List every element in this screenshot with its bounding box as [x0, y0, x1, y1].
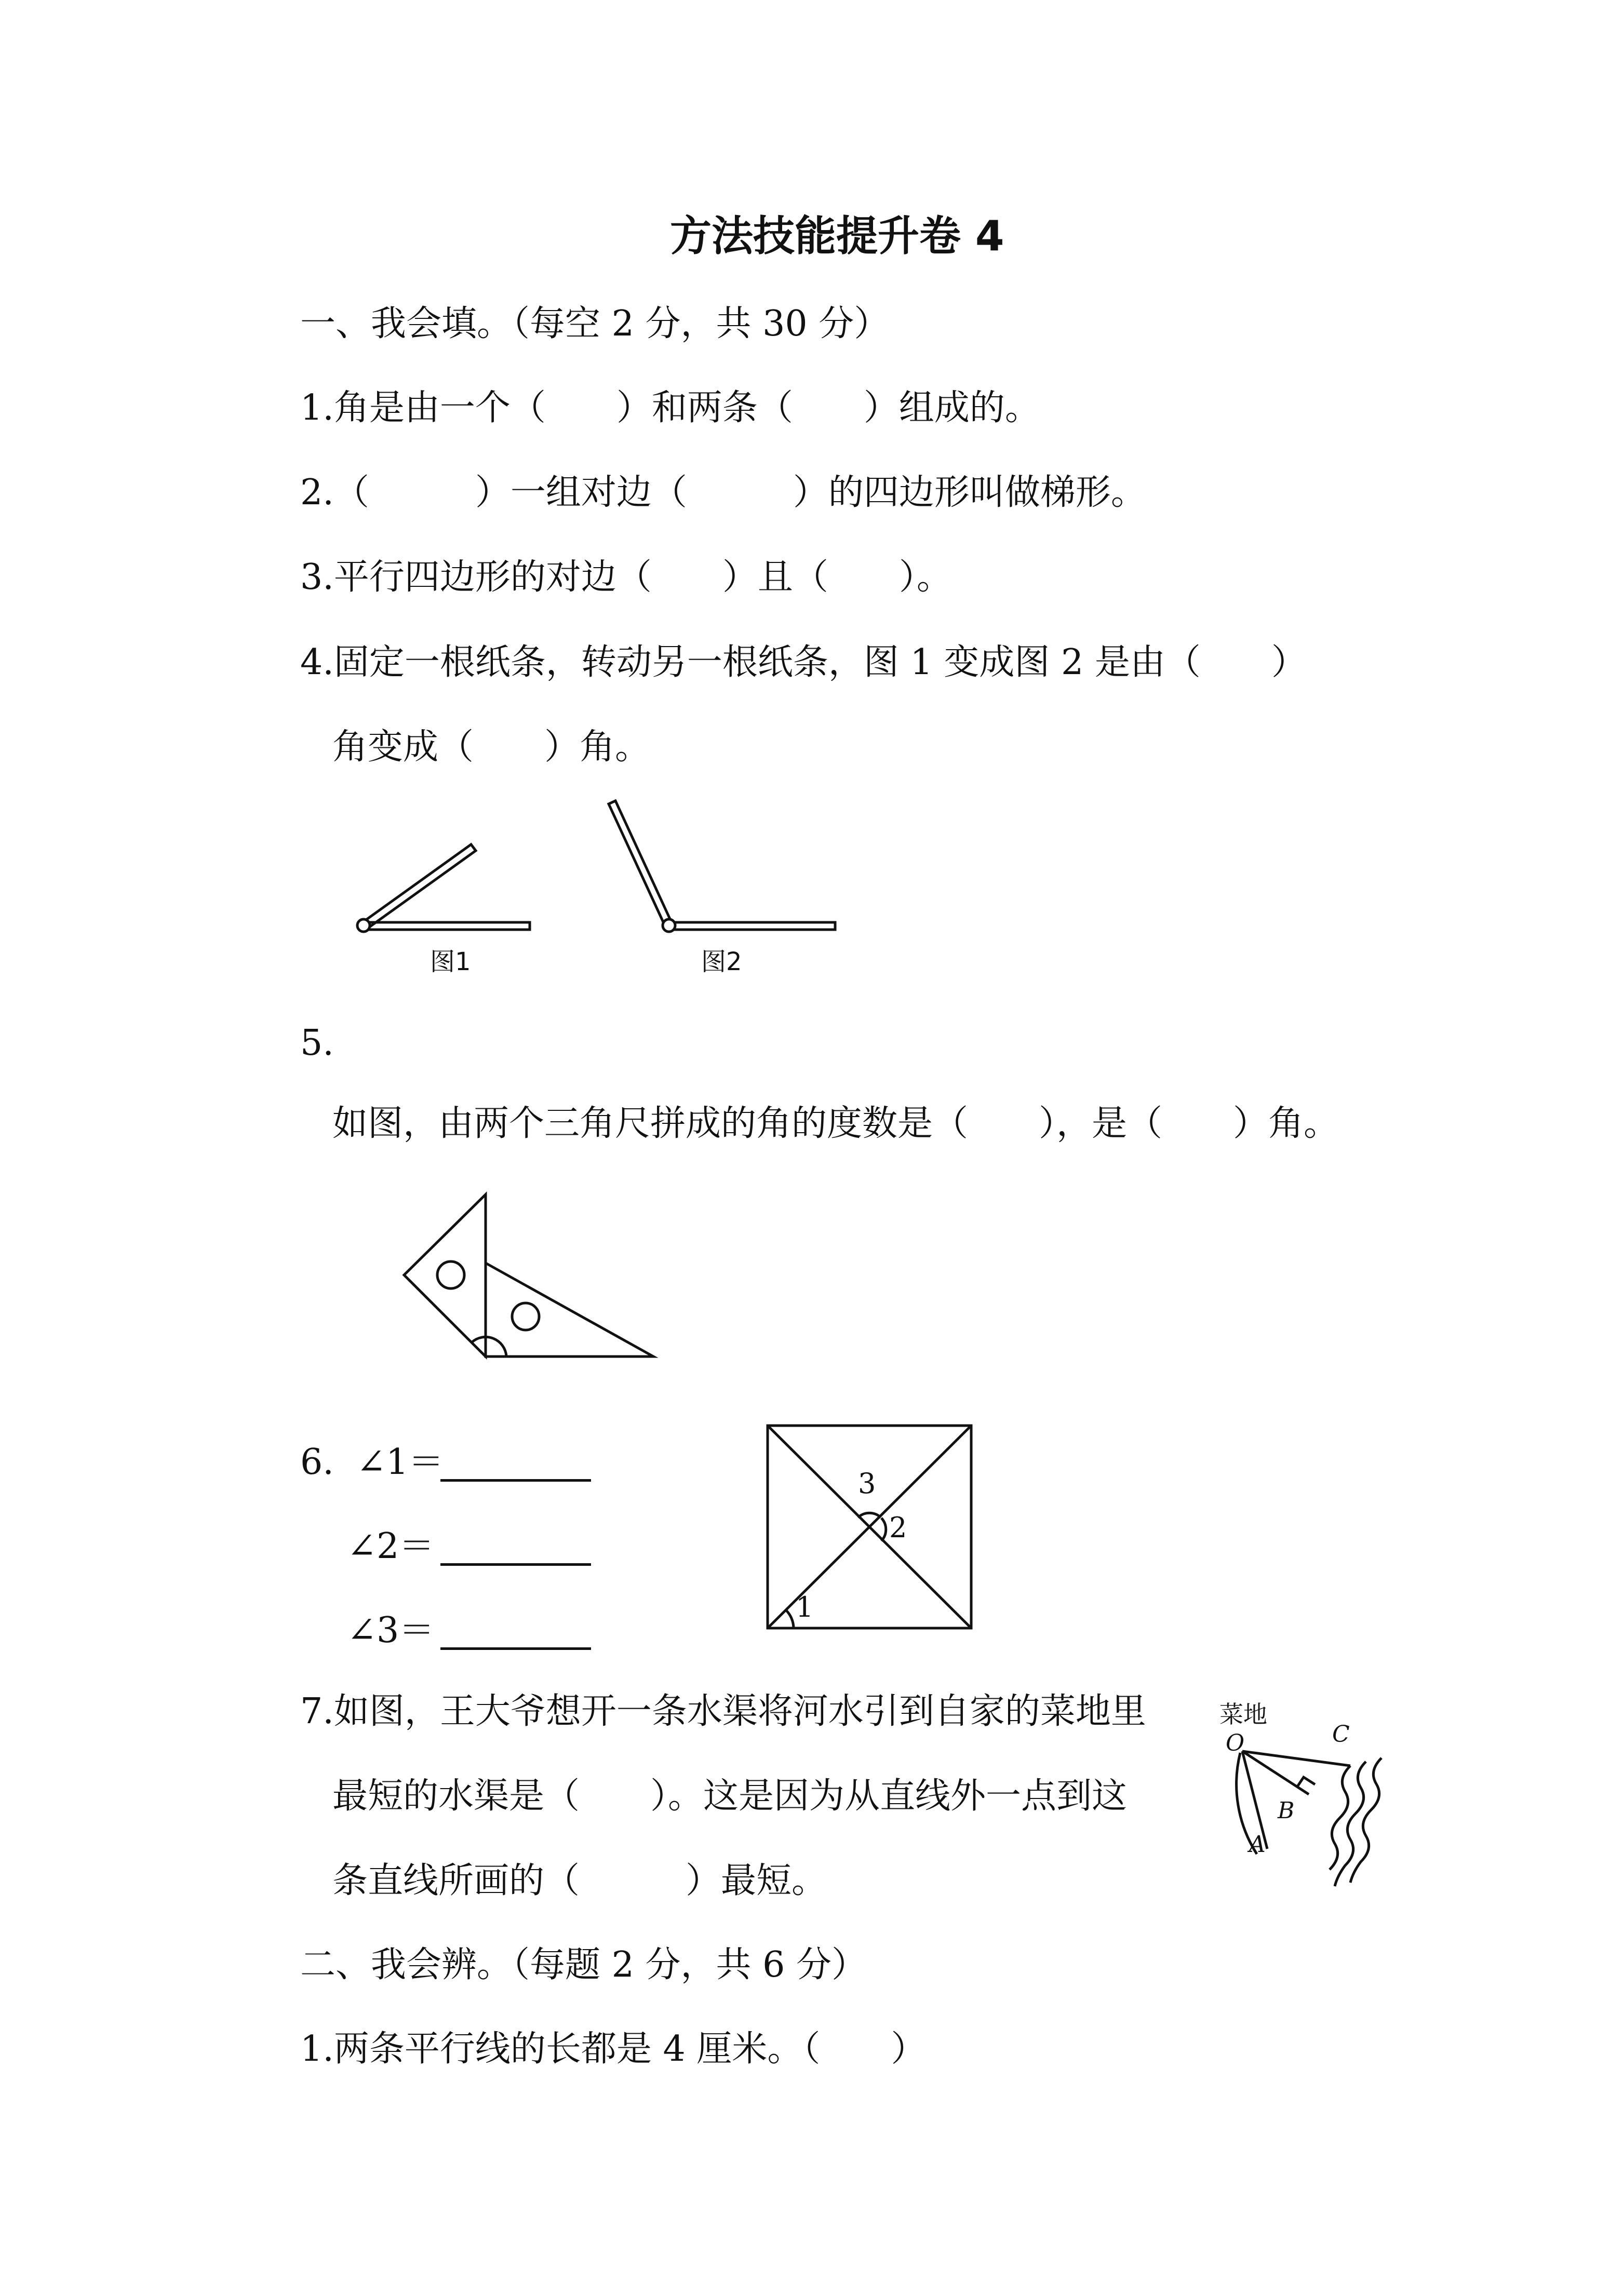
question-1-6-angle1-label: 6. ∠1＝: [300, 1442, 444, 1483]
point-C-label: C: [1332, 1721, 1350, 1748]
point-O-label: O: [1226, 1730, 1245, 1756]
fig2-caption: 图2: [701, 947, 742, 976]
question-1-7-line2: 最短的水渠是（ ）。这是因为从直线外一点到这: [332, 1776, 1128, 1817]
river-line-1: [1330, 1766, 1350, 1870]
question-1-7-line1: 7.如图，王大爷想开一条水渠将河水引到自家的菜地里: [300, 1691, 1146, 1732]
angle2-label: 2: [889, 1511, 907, 1544]
page-title: 方法技能提升卷 4: [670, 212, 1004, 260]
section-2-heading: 二、我会辨。（每题 2 分，共 6 分）: [300, 1944, 867, 1985]
point-B-label: B: [1278, 1797, 1295, 1824]
angle1-label: 1: [796, 1591, 814, 1623]
section-1-heading: 一、我会填。（每空 2 分，共 30 分）: [300, 303, 890, 344]
question-1-5-text: 如图，由两个三角尺拼成的角的度数是（ ），是（ ）角。: [332, 1103, 1339, 1144]
field-label: 菜地: [1219, 1700, 1267, 1728]
question-1-6-angle3-label: ∠3＝: [347, 1610, 435, 1651]
river-line-2: [1335, 1762, 1366, 1886]
angle3-label: 3: [858, 1467, 876, 1500]
question-1-3: 3.平行四边形的对边（ ）且（ ）。: [300, 557, 952, 598]
fig1-caption: 图1: [430, 947, 471, 976]
right-angle-mark: [1297, 1777, 1315, 1787]
line-OC: [1242, 1751, 1350, 1766]
river-line-3: [1350, 1758, 1381, 1883]
question-1-4-line1: 4.固定一根纸条，转动另一根纸条，图 1 变成图 2 是由（ ）: [300, 642, 1307, 683]
question-1-5-number: 5.: [300, 1023, 334, 1064]
question-2-1: 1.两条平行线的长都是 4 厘米。（ ）: [300, 2029, 927, 2070]
point-A-label: A: [1249, 1831, 1266, 1858]
question-1-6-angle2-label: ∠2＝: [347, 1526, 435, 1567]
question-1-4-line2: 角变成（ ）角。: [332, 727, 651, 768]
question-1-1: 1.角是由一个（ ）和两条（ ）组成的。: [300, 387, 1040, 428]
question-1-7-line3: 条直线所画的（ ）最短。: [332, 1860, 827, 1901]
question-1-2: 2.（ ）一组对边（ ）的四边形叫做梯形。: [300, 472, 1146, 513]
